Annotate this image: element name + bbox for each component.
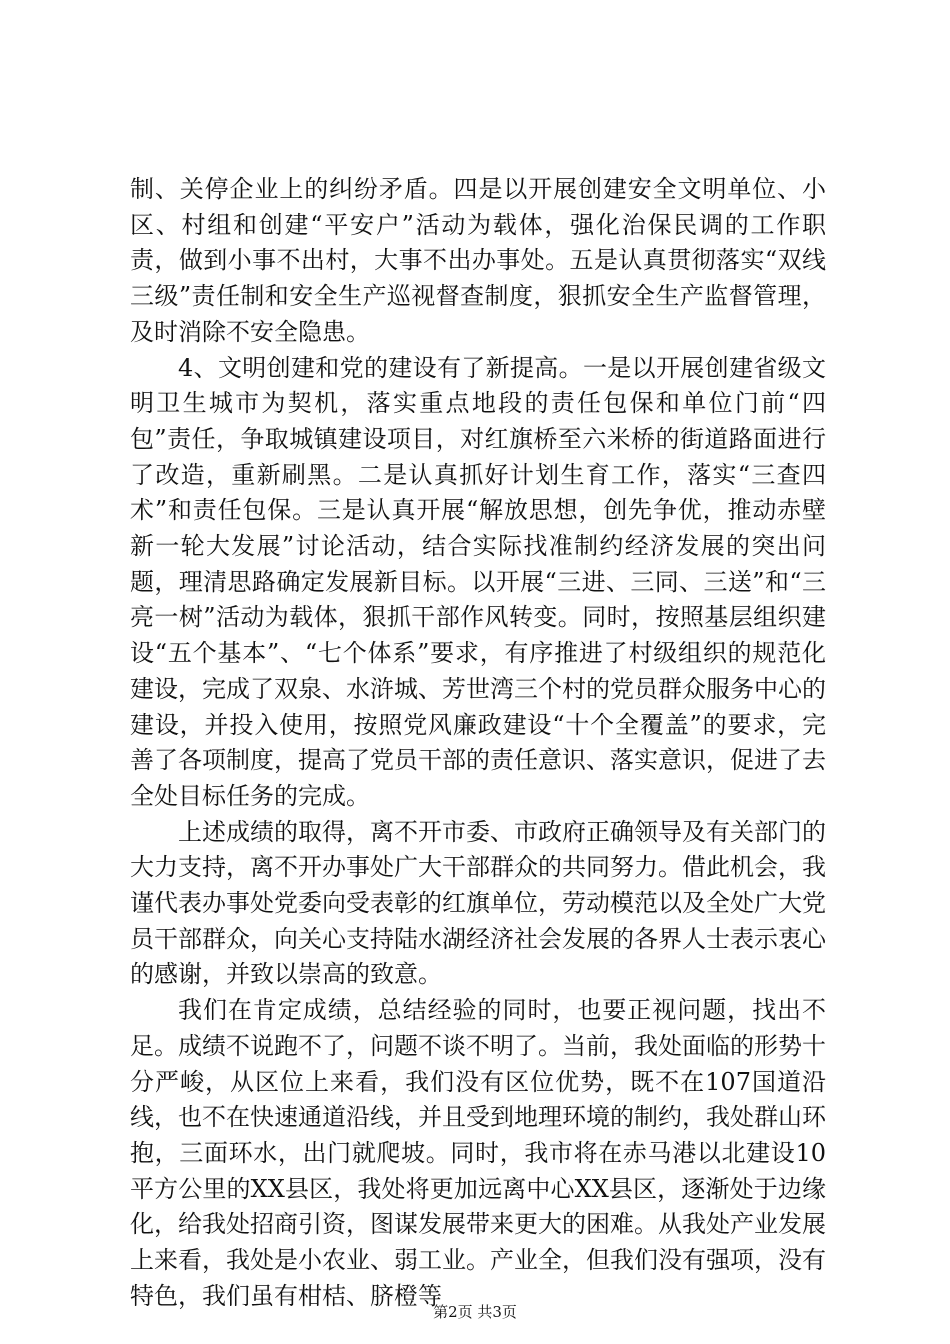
page-footer: 第2页 共3页 — [433, 1303, 517, 1321]
paragraph-2: 4、文明创建和党的建设有了新提高。一是以开展创建省级文明卫生城市为契机，落实重点地段的责任包保和单位门前“四包”责任，争取城镇建设项目，对红旗桥至六米桥的街道路面进行了改造，重新刷黑。二是认真抓好计划生育工作，落实“三查四术”和责任包保。三是认真开展“解放思想，创先争优，推动赤壁新一轮大发展”讨论活动，结合实际找准制约经济发展的突出问题，理清思路确定发展新目标。以开展“三进、三同、三送”和“三亮一树”活动为载体，狠抓干部作风转变。同时，按照基层组织建设“五个基本”、“七个体系”要求，有序推进了村级组织的规范化建设，完成了双泉、水浒城、芳世湾三个村的党员群众服务中心的建设，并投入使用，按照党风廉政建设“十个全覆盖”的要求，完善了各项制度，提高了党员干部的责任意识、落实意识，促进了去全处目标任务的完成。 — [130, 353, 826, 810]
paragraph-3: 上述成绩的取得，离不开市委、市政府正确领导及有关部门的大力支持，离不开办事处广大干部群众的共同努力。借此机会，我谨代表办事处党委向受表彰的红旗单位，劳动模范以及全处广大党员干部群众，向关心支持陆水湖经济社会发展的各界人士表示衷心的感谢，并致以崇高的致意。 — [130, 817, 826, 989]
paragraph-1: 制、关停企业上的纠纷矛盾。四是以开展创建安全文明单位、小区、村组和创建“平安户”活动为载体，强化治保民调的工作职责，做到小事不出村，大事不出办事处。五是认真贯彻落实“双线三级”责任制和安全生产巡视督查制度，狠抓安全生产监督管理，及时消除不安全隐患。 — [130, 175, 826, 346]
paragraph-4: 我们在肯定成绩，总结经验的同时，也要正视问题，找出不足。成绩不说跑不了，问题不谈不明了。当前，我处面临的形势十分严峻，从区位上来看，我们没有区位优势，既不在107国道沿线，也不在快速通道沿线，并且受到地理环境的制约，我处群山环抱，三面环水，出门就爬坡。同时，我市将在赤马港以北建设10平方公里的XX县区，我处将更加远离中心XX县区，逐渐处于边缘化，给我处招商引资，图谋发展带来更大的困难。从我处产业发展上来看，我处是小农业、弱工业。产业全，但我们没有强项，没有特色，我们虽有柑桔、脐橙等 — [130, 996, 826, 1310]
document-body — [130, 172, 826, 1315]
